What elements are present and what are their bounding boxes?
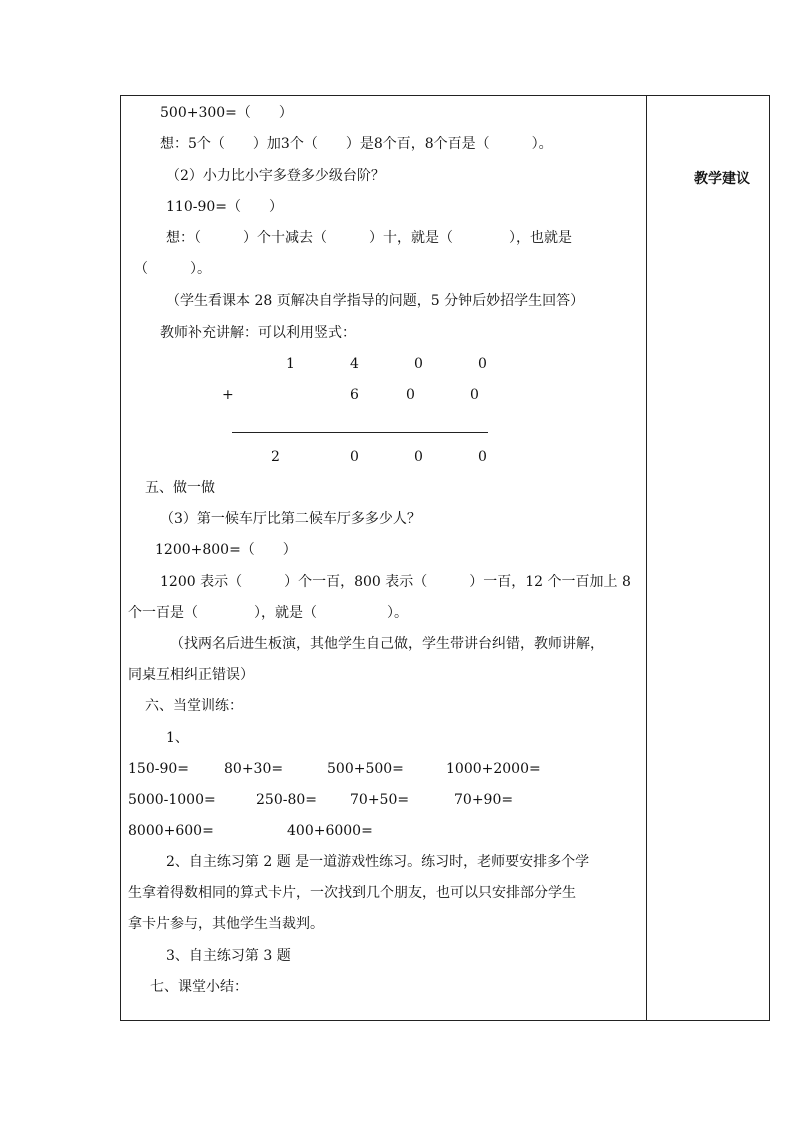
exercise-item: 80+30= [224,761,284,777]
calc-500-300: 500+300=（ ） [160,105,293,121]
column-divider [646,96,647,1020]
vc-row1-d2: 4 [350,356,359,372]
exercise-item: 5000-1000= [128,792,216,808]
exercise-2-line-3: 拿卡片参与，其他学生当裁判。 [128,916,324,932]
vc-result-d4: 0 [478,449,487,465]
teacher-explanation: 教师补充讲解：可以利用竖式： [160,325,356,341]
think-line-2: 想：（ ）个十减去（ ）十，就是（ ），也就是 [166,230,572,246]
vc-row1-d1: 1 [286,356,295,372]
section-5-heading: 五、做一做 [145,480,215,496]
calc-1200-800: 1200+800=（ ） [155,542,297,558]
think-line-2-cont: （ ）。 [134,261,211,277]
vc-row2-d1: 6 [350,387,359,403]
exercise-3-line: 3、自主练习第 3 题 [166,948,291,964]
vc-plus-sign: + [222,387,234,403]
question-3: （3）第一候车厅比第二候车厅多多少人？ [160,511,421,527]
explain-line-2: 个一百是（ ），就是（ ）。 [128,605,408,621]
vc-row2-d3: 0 [470,387,479,403]
vc-result-d1: 2 [271,449,280,465]
think-line-1: 想：5个（ ）加3个（ ）是8个百，8个百是（ ）。 [160,136,553,152]
exercise-item: 1000+2000= [446,761,541,777]
exercise-item: 150-90= [128,761,189,777]
vc-row2-d2: 0 [406,387,415,403]
vc-result-d2: 0 [350,449,359,465]
exercise-1-label: 1、 [166,730,189,746]
board-practice-note-cont: 同桌互相纠正错误） [128,667,254,683]
vc-sum-line [232,432,488,433]
exercise-2-line-2: 生拿着得数相同的算式卡片，一次找到几个朋友，也可以只安排部分学生 [128,885,576,901]
section-7-heading: 七、课堂小结： [150,979,248,995]
explain-line-1: 1200 表示（ ）个一百，800 表示（ ）一百，12 个一百加上 8 [160,574,631,590]
self-study-note: （学生看课本 28 页解决自学指导的问题，5 分钟后妙招学生回答） [166,293,585,309]
board-practice-note: （找两名后进生板演，其他学生自己做，学生带讲台纠错，教师讲解， [170,636,604,652]
exercise-item: 70+90= [454,792,514,808]
vc-row1-d3: 0 [414,356,423,372]
exercise-2-line-1: 2、自主练习第 2 题 是一道游戏性练习。练习时，老师要安排多个学 [166,854,590,870]
vc-row1-d4: 0 [478,356,487,372]
calc-110-90: 110-90=（ ） [166,199,283,215]
teaching-suggestion-header: 教学建议 [694,171,750,187]
vc-result-d3: 0 [414,449,423,465]
exercise-item: 500+500= [327,761,404,777]
exercise-item: 8000+600= [128,823,214,839]
section-6-heading: 六、当堂训练： [145,698,243,714]
exercise-item: 250-80= [256,792,317,808]
exercise-item: 70+50= [350,792,410,808]
exercise-item: 400+6000= [287,823,373,839]
question-2: （2）小力比小宇多登多少级台阶？ [166,168,385,184]
